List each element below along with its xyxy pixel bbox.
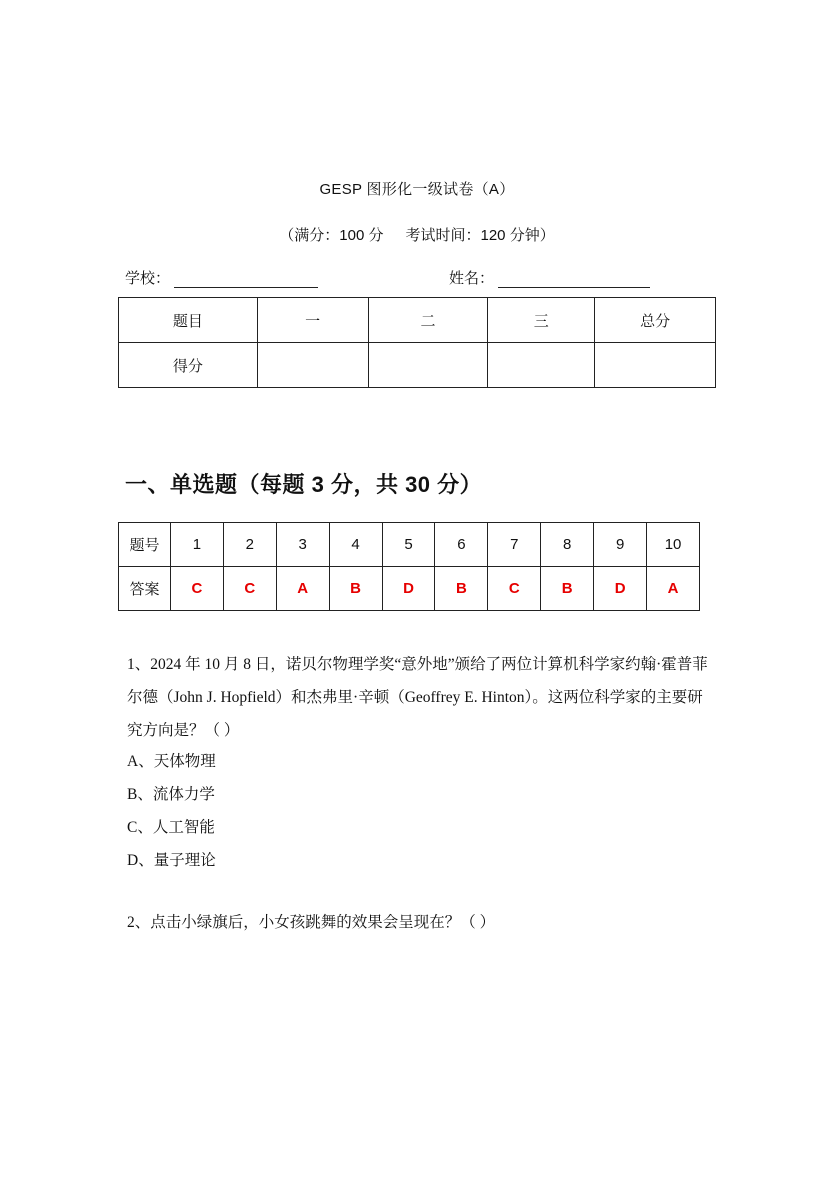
score-header-cell: 一 [257,298,368,343]
answer-row [119,567,700,611]
question-1-option-d: D、量子理论 [127,852,216,869]
question-1-option-a: A、天体物理 [127,753,216,770]
score-header-cell: 二 [368,298,488,343]
answer-cell: C [488,567,541,611]
question-number-cell: 3 [276,523,329,567]
answer-cell: B [435,567,488,611]
answer-cell: A [276,567,329,611]
number-row-label: 题号 [119,523,171,567]
exam-subtitle [0,224,834,245]
question-number-cell: 6 [435,523,488,567]
name-label: 姓名： [449,270,495,287]
question-number-cell: 4 [329,523,382,567]
question-number-cell: 9 [594,523,647,567]
score-row-label: 得分 [119,343,258,388]
question-number-cell: 7 [488,523,541,567]
full-score-text: （满分：100 分 [279,227,384,244]
school-blank-line [174,271,318,288]
exam-time-text: 考试时间：120 分钟） [405,227,555,244]
answer-number-row [119,523,700,567]
question-1-option-b: B、流体力学 [127,786,215,803]
score-cell-empty [488,343,595,388]
name-field [449,267,650,288]
score-cell-empty [368,343,488,388]
answer-key-table [118,522,700,611]
school-field [125,267,318,288]
question-number-cell: 1 [170,523,223,567]
school-label: 学校： [125,270,171,287]
question-1-text: 1、2024 年 10 月 8 日，诺贝尔物理学奖“意外地”颁给了两位计算机科学家约翰·霍普菲尔德（John J. Hopfield）和杰弗里·辛顿（Geoffrey E. Hinton）。这两位科学家的主要研究方向是？（ ） [127,656,708,739]
answer-cell: C [223,567,276,611]
score-cell-empty [257,343,368,388]
question-number-cell: 5 [382,523,435,567]
name-blank-line [498,271,650,288]
question-number-cell: 2 [223,523,276,567]
answer-row-label: 答案 [119,567,171,611]
score-table-row [119,343,716,388]
question-number-cell: 8 [541,523,594,567]
question-1-option-c: C、人工智能 [127,819,215,836]
answer-cell: D [382,567,435,611]
question-2-text: 2、点击小绿旗后，小女孩跳舞的效果会呈现在？（ ） [127,914,496,931]
question-number-cell: 10 [647,523,700,567]
score-header-cell: 三 [488,298,595,343]
answer-cell: B [329,567,382,611]
score-table [118,297,716,388]
section-heading: 一、单选题（每题 3 分，共 30 分） [125,472,483,497]
score-table-header-row [119,298,716,343]
score-cell-empty [595,343,716,388]
score-header-cell: 题目 [119,298,258,343]
answer-cell: C [170,567,223,611]
answer-cell: A [647,567,700,611]
score-header-cell: 总分 [595,298,716,343]
exam-title: GESP 图形化一级试卷（A） [319,181,515,198]
answer-cell: B [541,567,594,611]
answer-cell: D [594,567,647,611]
